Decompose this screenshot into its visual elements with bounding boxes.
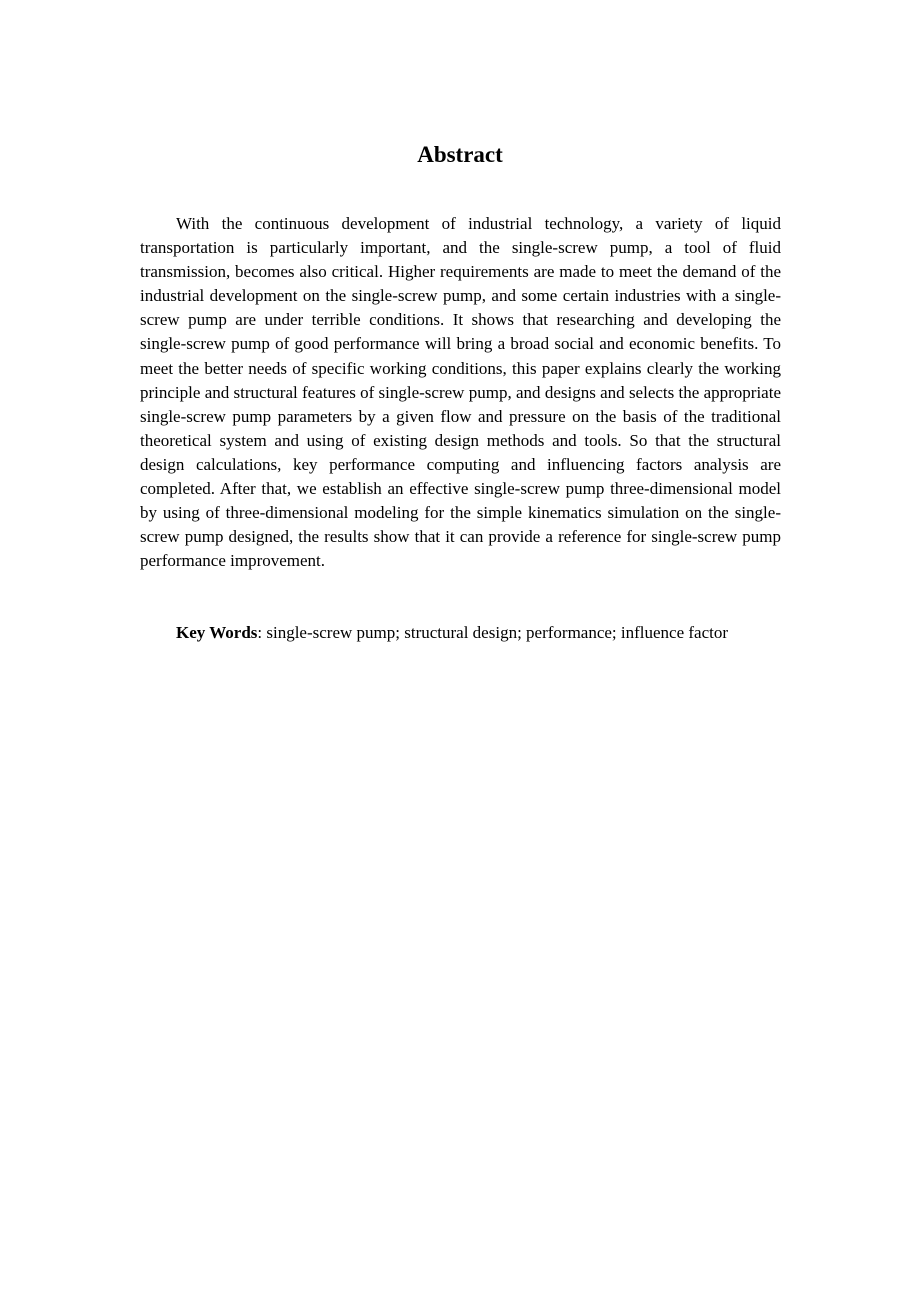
keywords-line — [140, 621, 781, 645]
keywords-label: Key Words — [176, 623, 258, 642]
page-title: Abstract — [417, 142, 503, 167]
keywords-text: single-screw pump; structural design; performance; influence factor — [266, 623, 729, 642]
keywords-separator: : — [257, 623, 267, 642]
abstract-paragraph: With the continuous development of industrial technology, a variety of liquid transportation is particularly important, and the single-screw pump, a tool of fluid transmission, becomes also critical. Higher requirements are made to meet the demand of the industrial development on the single-screw pump, and some certain industries with a single-screw pump are under terrible conditions. It shows that researching and developing the single-screw pump of good performance will bring a broad social and economic benefits. To meet the better needs of specific working conditions, this paper explains clearly the working principle and structural features of single-screw pump, and designs and selects the appropriate single-screw pump parameters by a given flow and pressure on the basis of the traditional theoretical system and using of existing design methods and tools. So that the structural design calculations, key performance computing and influencing factors analysis are completed. After that, we establish an effective single-screw pump three-dimensional model by using of three-dimensional modeling for the simple kinematics simulation on the single-screw pump designed, the results show that it can provide a reference for single-screw pump performance improvement. — [140, 214, 781, 571]
